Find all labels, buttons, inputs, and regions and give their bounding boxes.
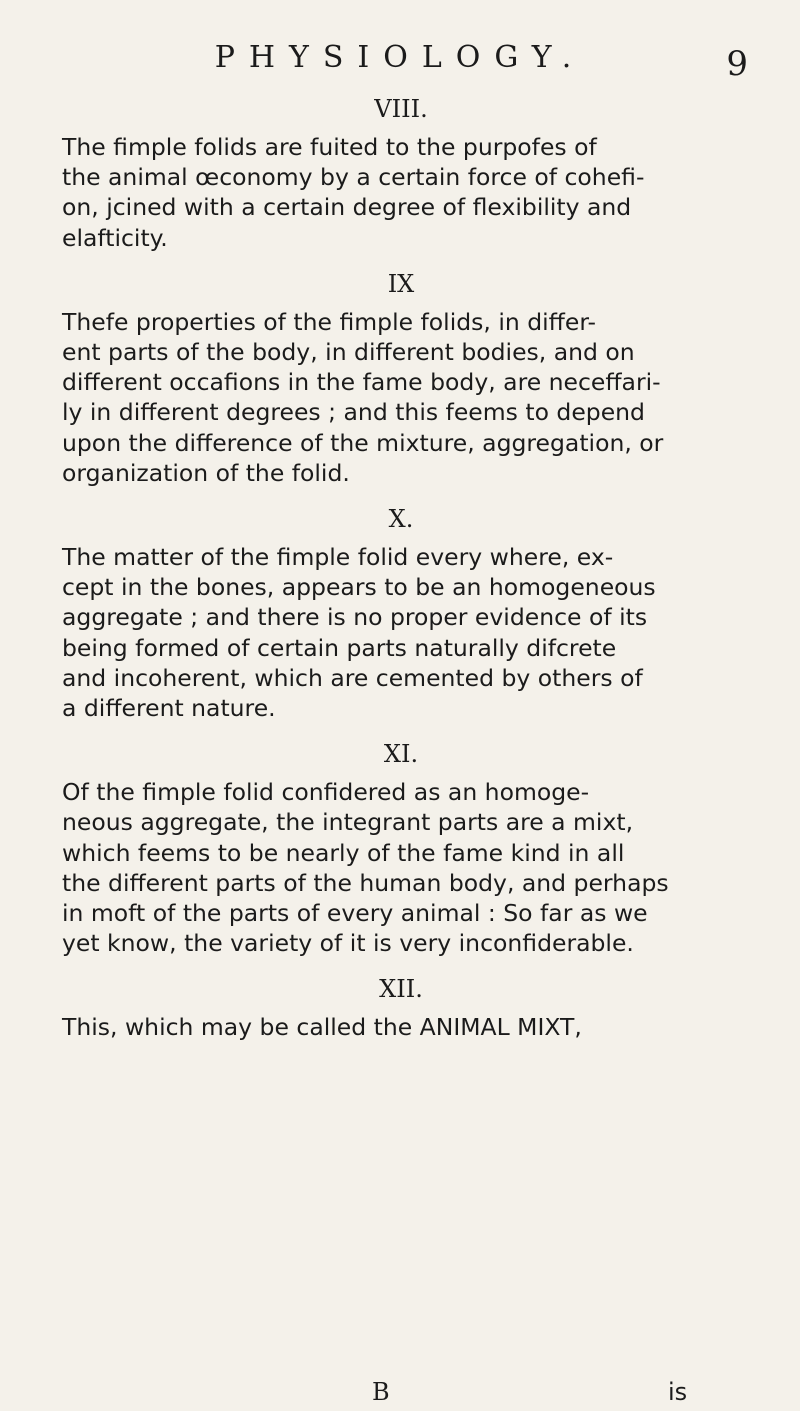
text-line: aggregate ; and there is no proper evidence of its xyxy=(62,603,648,632)
section-numeral: VIII. xyxy=(374,95,428,123)
text-line: organization of the folid. xyxy=(62,458,350,487)
catchword: is xyxy=(668,1378,688,1406)
text-line: different occafions in the fame body, are neceffari- xyxy=(62,368,661,397)
text-line: Of the fimple folid confidered as an homoge- xyxy=(62,778,590,807)
text-line: upon the difference of the mixture, aggregation, or xyxy=(62,428,664,457)
text-line: on, jcined with a certain degree of flexibility and xyxy=(62,193,632,222)
paragraph xyxy=(40,132,762,253)
running-title: PHYSIOLOGY. xyxy=(214,40,586,75)
text-line: ly in different degrees ; and this feems to depend xyxy=(62,398,645,427)
paragraph xyxy=(40,307,762,488)
text-line: The fimple folids are fuited to the purpofes of xyxy=(62,133,597,161)
text-line: the animal œconomy by a certain force of cohefi- xyxy=(62,163,645,192)
text-line: in moft of the parts of every animal : So far as we xyxy=(62,899,648,928)
page-number: 9 xyxy=(726,44,748,84)
signature-mark: B xyxy=(372,1378,390,1406)
text-line: Thefe properties of the fimple folids, in differ- xyxy=(62,307,596,336)
text-line: elafticity. xyxy=(62,223,168,252)
paragraph xyxy=(40,542,762,723)
text-line: The matter of the fimple folid every where, ex- xyxy=(62,543,614,572)
text-line: and incoherent, which are cemented by others of xyxy=(62,663,643,692)
text-line: which feems to be nearly of the fame kind in all xyxy=(62,838,625,867)
section-numeral: XII. xyxy=(379,975,423,1004)
text-line: the different parts of the human body, and perhaps xyxy=(62,868,669,897)
paragraph xyxy=(40,1012,762,1042)
text-line: ent parts of the body, in different bodies, and on xyxy=(62,338,635,367)
text-line: yet know, the variety of it is very inconfiderable. xyxy=(62,929,634,958)
section-numeral: IX xyxy=(387,269,415,298)
paragraph xyxy=(40,777,762,958)
body-text xyxy=(40,94,762,1059)
section-numeral: X. xyxy=(388,505,414,534)
text-line: cept in the bones, appears to be an homogeneous xyxy=(62,573,656,602)
text-line: neous aggregate, the integrant parts are a mixt, xyxy=(62,808,634,837)
section-numeral: XI. xyxy=(383,740,419,769)
text-line: a different nature. xyxy=(62,694,276,723)
text-line: This, which may be called the ANIMAL MIXT, xyxy=(62,1013,582,1042)
text-line: being formed of certain parts naturally difcrete xyxy=(62,633,617,662)
